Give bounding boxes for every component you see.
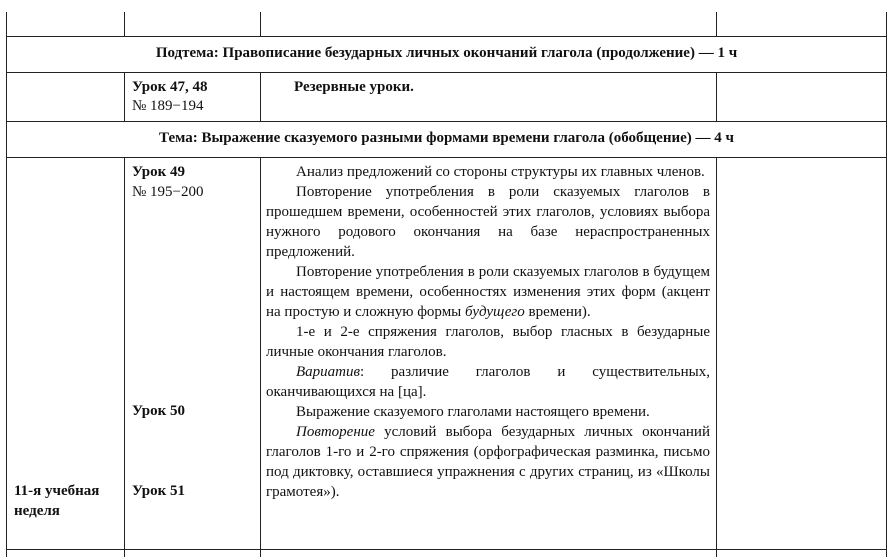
col-line-1-reserve bbox=[124, 72, 125, 121]
topic-heading: Тема: Выражение сказуемого разными формами времени глагола (обобщение) — 4 ч bbox=[159, 130, 734, 146]
content-paragraph-5: Вариатив: различие глаголов и существительных, оканчивающихся на [ца]. bbox=[266, 364, 710, 400]
row-line-1 bbox=[6, 36, 887, 37]
reserve-content: Резервные уроки. bbox=[294, 79, 414, 95]
col-line-3-main bbox=[716, 157, 717, 557]
col-line-2-top bbox=[260, 12, 261, 36]
week-label-line2: неделя bbox=[14, 503, 60, 519]
col-line-3-top bbox=[716, 12, 717, 36]
content-paragraph-1: Анализ предложений со стороны структуры их главных членов. bbox=[296, 164, 705, 180]
row-line-bottom bbox=[6, 549, 887, 550]
col-line-2-reserve bbox=[260, 72, 261, 121]
lesson-50-number: Урок 50 bbox=[132, 403, 186, 419]
content-paragraph-2: Повторение употребления в роли сказуемых глаголов в прошедшем времени, особенностей этих глаголов, условиях выбора нужного родового окончания на базе нераспространенных предложений. bbox=[266, 184, 710, 260]
row-line-2 bbox=[6, 72, 887, 73]
col-line-3-reserve bbox=[716, 72, 717, 121]
content-paragraph-6: Выражение сказуемого глаголами настоящего времени. bbox=[296, 404, 650, 420]
col-line-2-main bbox=[260, 157, 261, 557]
content-paragraph-4: 1-е и 2-е спряжения глаголов, выбор гласных в безударные личные окончания глаголов. bbox=[266, 324, 710, 360]
reserve-exercises: № 189−194 bbox=[132, 98, 204, 114]
lesson-content bbox=[266, 162, 710, 502]
border-left bbox=[6, 12, 7, 557]
week-label-line1: 11-я учебная bbox=[14, 483, 100, 499]
content-paragraph-3: Повторение употребления в роли сказуемых глаголов в будущем и настоящем времени, особенностях изменения этих форм (акцент на простую и сложную формы будущего времени). bbox=[266, 264, 710, 320]
col-line-1-top bbox=[124, 12, 125, 36]
lesson-49-exercises: № 195−200 bbox=[132, 184, 204, 200]
reserve-lesson-number: Урок 47, 48 bbox=[132, 79, 208, 95]
content-paragraph-7: Повторение условий выбора безударных личных окончаний глаголов 1-го и 2-го спряжения (орфографическая разминка, письмо под диктовку, оставшиеся упражнения с других страниц, из «Школы грамотея»). bbox=[266, 424, 710, 500]
row-line-4 bbox=[6, 157, 887, 158]
lesson-49-number: Урок 49 bbox=[132, 164, 186, 180]
lesson-51-number: Урок 51 bbox=[132, 483, 186, 499]
subtopic-heading: Подтема: Правописание безударных личных окончаний глагола (продолжение) — 1 ч bbox=[155, 45, 738, 61]
row-line-3 bbox=[6, 121, 887, 122]
border-right bbox=[886, 12, 887, 557]
col-line-1-main bbox=[124, 157, 125, 557]
